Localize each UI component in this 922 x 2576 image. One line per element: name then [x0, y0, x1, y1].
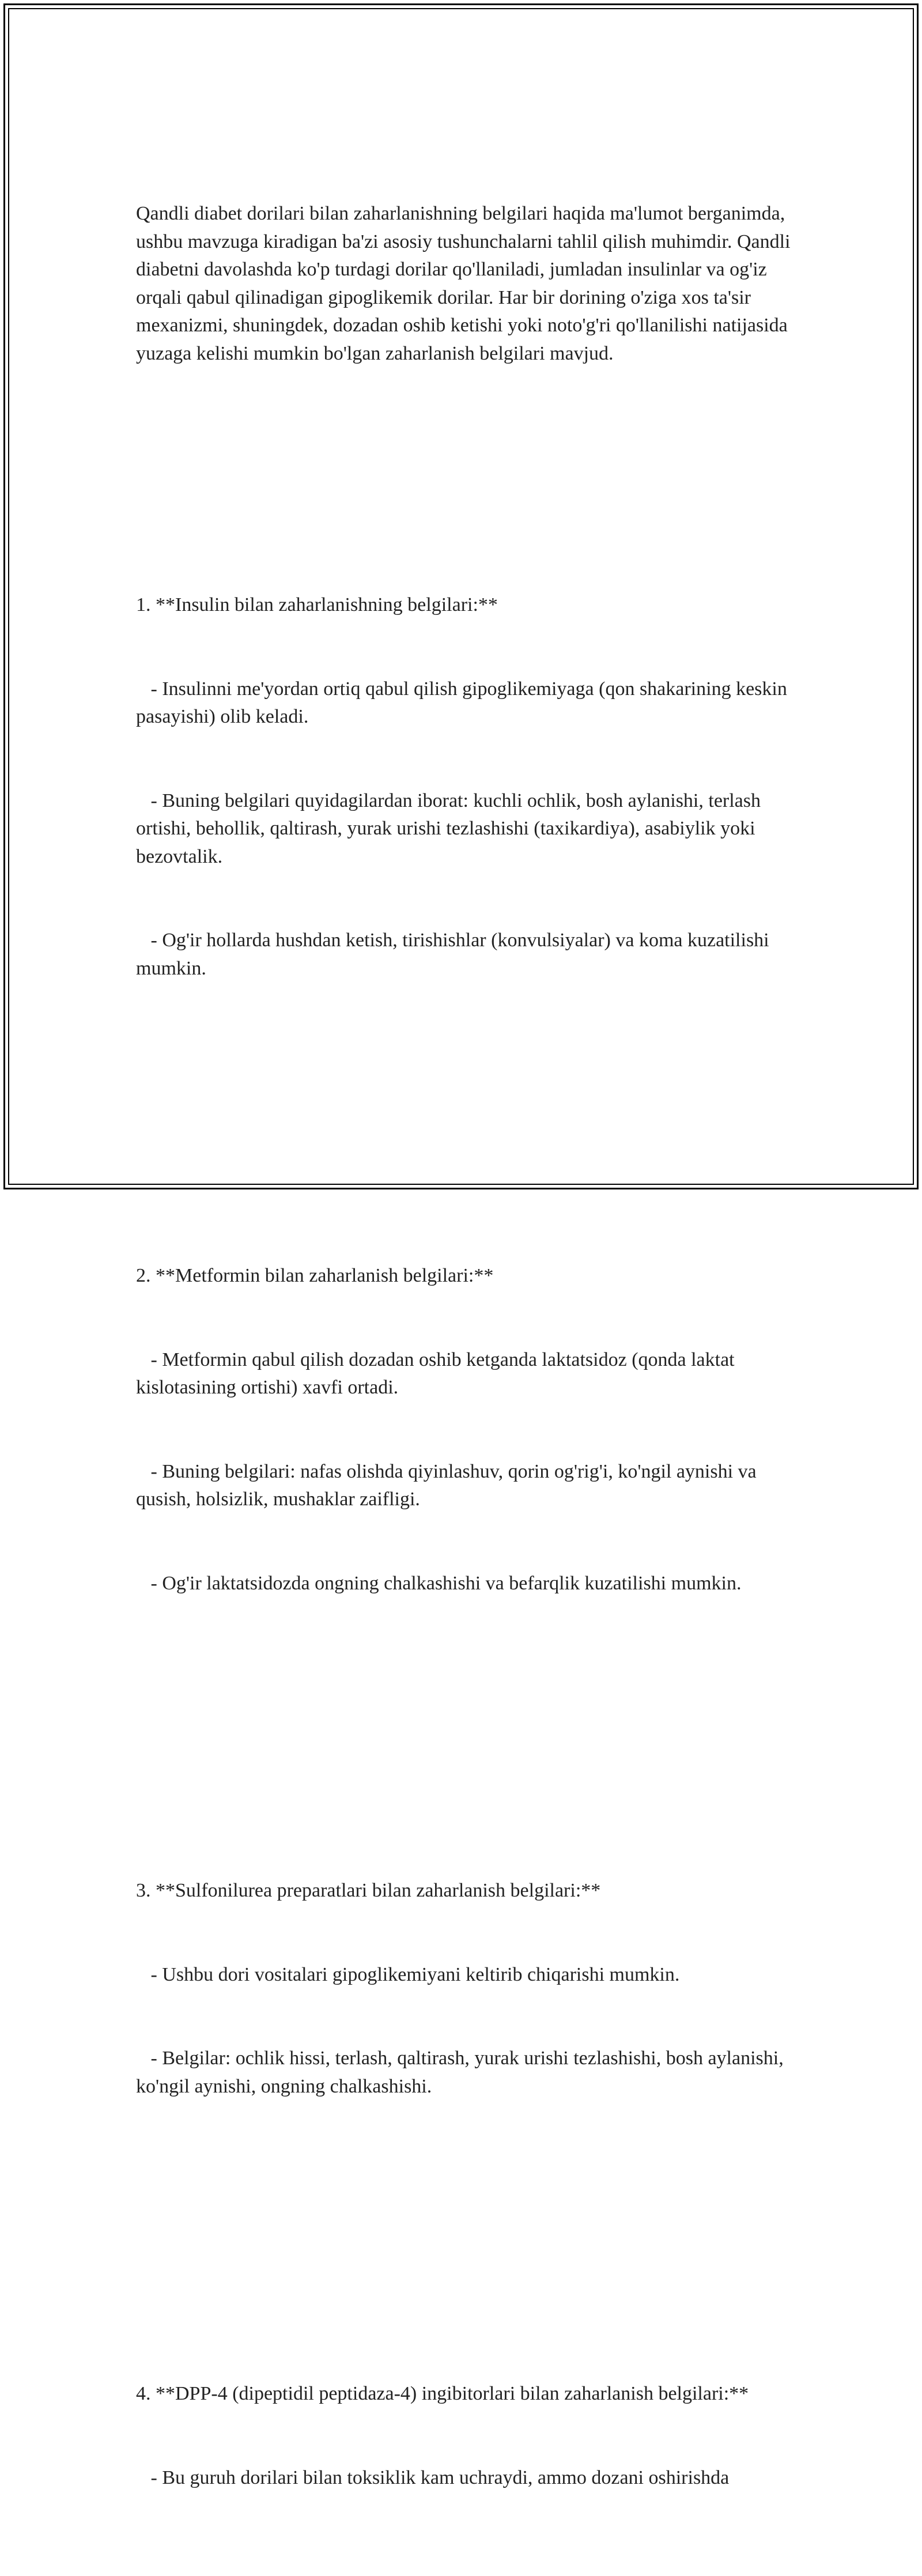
section-heading: 3. **Sulfonilurea preparatlari bilan zaharlanish belgilari:** — [136, 1880, 601, 1901]
list-item: - Og'ir hollarda hushdan ketish, tirishishlar (konvulsiyalar) va koma kuzatilishi mumkin. — [136, 930, 774, 979]
section-insulin — [136, 535, 793, 1038]
section-heading: 4. **DPP-4 (dipeptidil peptidaza-4) ingibitorlari bilan zaharlanish belgilari:** — [136, 2383, 749, 2404]
list-item: - Og'ir laktatsidozda ongning chalkashishi va befarqlik kuzatilishi mumkin. — [136, 1572, 742, 1594]
list-item: - Metformin qabul qilish dozadan oshib ketganda laktatsidoz (qonda laktat kislotasining ortishi) xavfi ortadi. — [136, 1349, 740, 1398]
paragraph-gap — [136, 1709, 793, 1738]
list-item: - Buning belgilari: nafas olishda qiyinlashuv, qorin og'rig'i, ko'ngil aynishi va qusish, holsizlik, mushaklar zaifligi. — [136, 1460, 762, 1510]
list-item: - Insulinni me'yordan ortiq qabul qilish gipoglikemiyaga (qon shakarining keskin pasayishi) olib keladi. — [136, 678, 792, 727]
list-item: - Buning belgilari quyidagilardan iborat: kuchli ochlik, bosh aylanishi, terlash ortishi, behollik, qaltirash, yurak urishi tezlashishi (taxikardiya), asabiylik yoki bezovtalik. — [136, 790, 766, 867]
paragraph-gap — [136, 1094, 793, 1123]
paragraph-gap — [136, 424, 793, 452]
list-item: - Belgilar: ochlik hissi, terlash, qaltirash, yurak urishi tezlashishi, bosh aylanishi, ko'ngil aynishi, ongning chalkashishi. — [136, 2048, 789, 2097]
section-heading: 2. **Metformin bilan zaharlanish belgilari:** — [136, 1265, 494, 1286]
paragraph-gap — [136, 2212, 793, 2241]
document-body — [136, 144, 793, 2576]
list-item: - Ushbu dori vositalari gipoglikemiyani keltirib chiqarishi mumkin. — [136, 1963, 680, 1985]
section-sulfonilurea — [136, 1821, 793, 2156]
section-metformin — [136, 1206, 793, 1653]
section-heading: 1. **Insulin bilan zaharlanishning belgilari:** — [136, 594, 498, 615]
section-dpp4 — [136, 2324, 793, 2548]
intro-paragraph: Qandli diabet dorilari bilan zaharlanishning belgilari haqida ma'lumot berganimda, ushbu mavzuga kiradigan ba'zi asosiy tushunchalarni tahlil qilish muhimdir. Qandli diabetni davolashda ko'p turdagi dorilar qo'llaniladi, jumladan insulinlar va og'iz orqali qabul qilinadigan gipoglikemik dorilar. Har bir dorining o'ziga xos ta'sir mexanizmi, shuningdek, dozadan oshib ketishi yoki noto'g'ri qo'llanilishi natijasida yuzaga kelishi mumkin bo'lgan zaharlanish belgilari mavjud. — [136, 203, 795, 364]
list-item: - Bu guruh dorilari bilan toksiklik kam uchraydi, ammo dozani oshirishda — [136, 2467, 730, 2488]
